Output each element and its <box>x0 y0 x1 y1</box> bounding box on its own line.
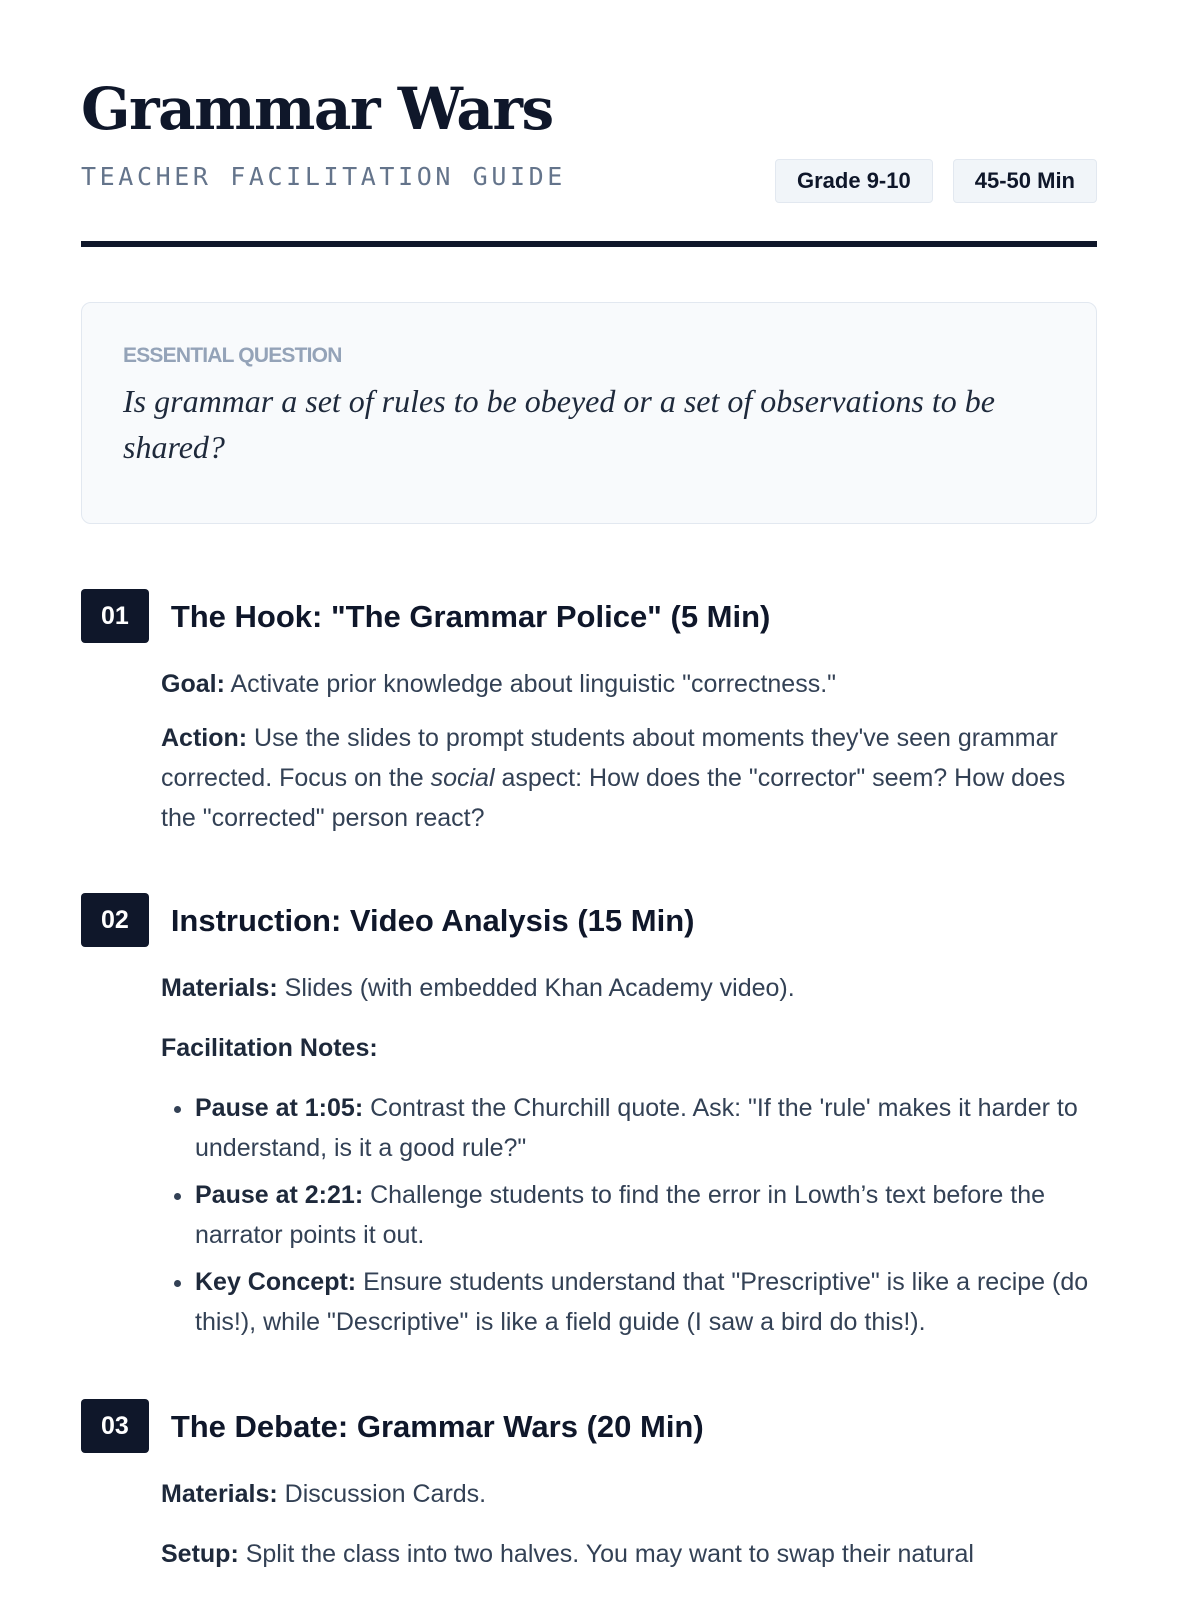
section-number: 01 <box>81 589 149 643</box>
guide-header <box>81 0 1097 247</box>
action-emphasis: social <box>430 764 495 792</box>
action-text: Use the slides to prompt students about moments they've seen grammar corrected. Focus on the <box>161 724 1058 792</box>
section-header <box>81 1399 1097 1453</box>
section-number: 03 <box>81 1399 149 1453</box>
essential-question-label: ESSENTIAL QUESTION <box>123 344 342 367</box>
grade-badge: Grade 9-10 <box>775 159 933 203</box>
goal-text: Activate prior knowledge about linguistic "correctness." <box>224 670 837 698</box>
section-debate <box>81 1399 1097 1574</box>
goal-paragraph <box>161 664 1097 704</box>
note-text: Challenge students to find the error in Lowth’s text before the narrator points it out. <box>195 1181 1046 1249</box>
setup-label: Setup: <box>161 1540 239 1568</box>
materials-text: Slides (with embedded Khan Academy video). <box>277 974 795 1002</box>
section-body <box>161 664 1097 838</box>
section-body <box>161 1474 1097 1574</box>
section-hook <box>81 589 1097 838</box>
lesson-badges <box>775 159 1097 203</box>
note-label: Pause at 2:21: <box>195 1181 364 1209</box>
section-title: The Hook: "The Grammar Police" (5 Min) <box>170 598 771 634</box>
essential-question-text: Is grammar a set of rules to be obeyed or a set of observations to be shared? <box>123 383 995 465</box>
note-text: Ensure students understand that "Prescriptive" is like a recipe (do this!), while "Descriptive" is like a field guide (I saw a bird do this!). <box>195 1268 1089 1336</box>
page-title: Grammar Wars <box>81 75 553 143</box>
list-item <box>195 1175 1097 1255</box>
list-item <box>195 1262 1097 1342</box>
section-instruction <box>81 893 1097 1342</box>
materials-label: Materials: <box>161 974 278 1002</box>
action-label: Action: <box>161 724 248 752</box>
duration-badge: 45-50 Min <box>953 159 1097 203</box>
setup-paragraph <box>161 1534 1097 1574</box>
materials-paragraph <box>161 1474 1097 1514</box>
materials-label: Materials: <box>161 1480 278 1508</box>
facilitation-notes-label: Facilitation Notes: <box>161 1034 378 1062</box>
section-header <box>81 589 1097 643</box>
section-title: Instruction: Video Analysis (15 Min) <box>170 902 695 938</box>
note-label: Key Concept: <box>195 1268 357 1296</box>
materials-text: Discussion Cards. <box>277 1480 487 1508</box>
section-body <box>161 968 1097 1342</box>
essential-question-card <box>81 302 1097 524</box>
list-item <box>195 1088 1097 1168</box>
facilitation-notes-list <box>161 1088 1097 1342</box>
page-subtitle: TEACHER FACILITATION GUIDE <box>81 162 566 191</box>
action-paragraph <box>161 718 1097 838</box>
action-text-continued: aspect: How does the "corrector" seem? How does the "corrected" person react? <box>161 764 1066 832</box>
note-text: Contrast the Churchill quote. Ask: "If the 'rule' makes it harder to understand, is it a good rule?" <box>195 1094 1078 1162</box>
setup-text: Split the class into two halves. You may want to swap their natural <box>238 1540 974 1568</box>
header-divider <box>81 241 1097 247</box>
goal-label: Goal: <box>161 670 225 698</box>
section-title: The Debate: Grammar Wars (20 Min) <box>170 1408 704 1444</box>
section-number: 02 <box>81 893 149 947</box>
note-label: Pause at 1:05: <box>195 1094 364 1122</box>
section-header <box>81 893 1097 947</box>
materials-paragraph <box>161 968 1097 1008</box>
